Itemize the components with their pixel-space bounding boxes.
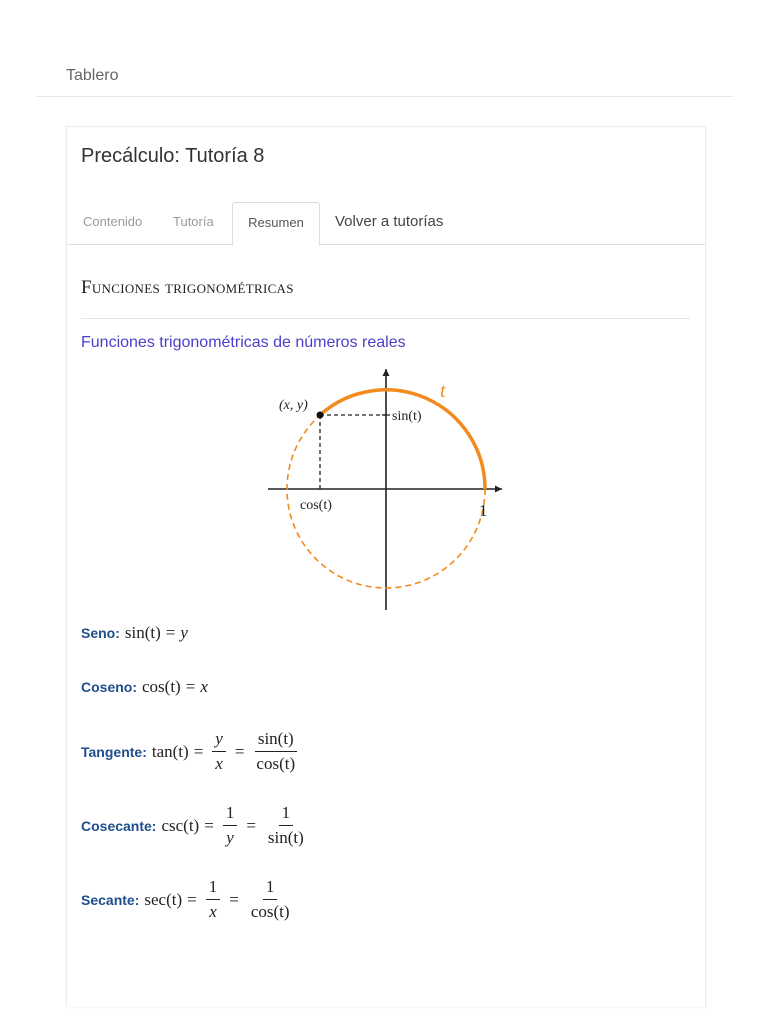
cos-label: cos(t) [300,498,332,513]
fraction-denominator: cos(t) [256,754,296,773]
def-coseno-lhs: cos(t) [142,677,181,696]
arc-label: t [440,380,446,402]
fraction-numerator: sin(t) [255,729,297,752]
def-coseno-name: Coseno: [81,679,137,695]
def-cosecante-eq1: = [204,815,214,835]
point-xy [317,412,324,419]
def-tangente-eq1: = [193,741,204,761]
def-seno-lhs: sin(t) [124,623,161,642]
tab-volver-a-tutorias[interactable]: Volver a tutorías [335,213,444,230]
def-tangente-fraction-1 [212,729,226,774]
fraction-numerator: y [212,729,226,752]
unit-circle-figure [266,367,506,612]
def-tangente [81,729,302,774]
fraction-numerator: 1 [279,803,294,826]
def-seno-name: Seno: [81,625,120,641]
def-cosecante-lhs: csc(t) [161,815,200,835]
def-secante-lhs: sec(t) [144,889,183,909]
fraction-numerator: 1 [263,877,278,900]
fraction-denominator: sin(t) [267,828,304,847]
tab-contenido[interactable]: Contenido [83,214,143,229]
y-axis-arrow [383,369,390,376]
def-secante-eq2: = [229,889,239,909]
def-tangente-lhs: tan(t) [151,741,189,761]
def-seno-eq: = [165,623,176,642]
def-coseno-rhs: x [200,677,208,696]
def-cosecante-fraction-2 [265,803,307,848]
arc-t [320,390,485,489]
fraction-denominator: y [226,828,234,847]
tab-tutoria[interactable]: Tutoría [173,214,214,229]
def-tangente-eq2: = [234,741,245,761]
fraction-numerator: 1 [206,877,221,900]
def-seno [81,623,188,643]
def-coseno-eq: = [185,677,196,696]
def-secante-fraction-2 [248,877,293,922]
def-tangente-name: Tangente: [81,743,147,760]
def-cosecante [81,803,311,848]
def-seno-rhs: y [180,623,188,642]
subsection-title: Funciones trigonométricas de números reales [81,334,406,351]
top-bar [36,0,733,97]
fraction-numerator: 1 [223,803,238,826]
fraction-denominator: x [215,754,223,773]
section-divider [81,318,690,319]
def-coseno [81,677,208,697]
def-cosecante-eq2: = [246,815,256,835]
def-tangente-fraction-2 [253,729,298,774]
fraction-denominator: x [209,902,217,921]
breadcrumb-dashboard[interactable]: Tablero [66,67,119,84]
sin-label: sin(t) [392,409,422,424]
def-cosecante-name: Cosecante: [81,817,157,834]
def-cosecante-fraction-1 [223,803,238,848]
def-secante-fraction-1 [206,877,221,922]
tab-bar [67,202,705,245]
section-title: Funciones trigonométricas [81,277,294,298]
fraction-denominator: cos(t) [250,902,290,921]
page-title: Precálculo: Tutoría 8 [81,145,265,167]
tutorial-card [66,126,706,1007]
tab-resumen[interactable]: Resumen [232,202,320,246]
x-axis-arrow [495,486,502,493]
one-label: 1 [479,501,488,520]
def-secante [81,877,297,922]
point-label: (x, y) [279,398,308,413]
def-secante-name: Secante: [81,891,140,908]
def-secante-eq1: = [187,889,197,909]
unit-circle-svg [266,367,506,612]
